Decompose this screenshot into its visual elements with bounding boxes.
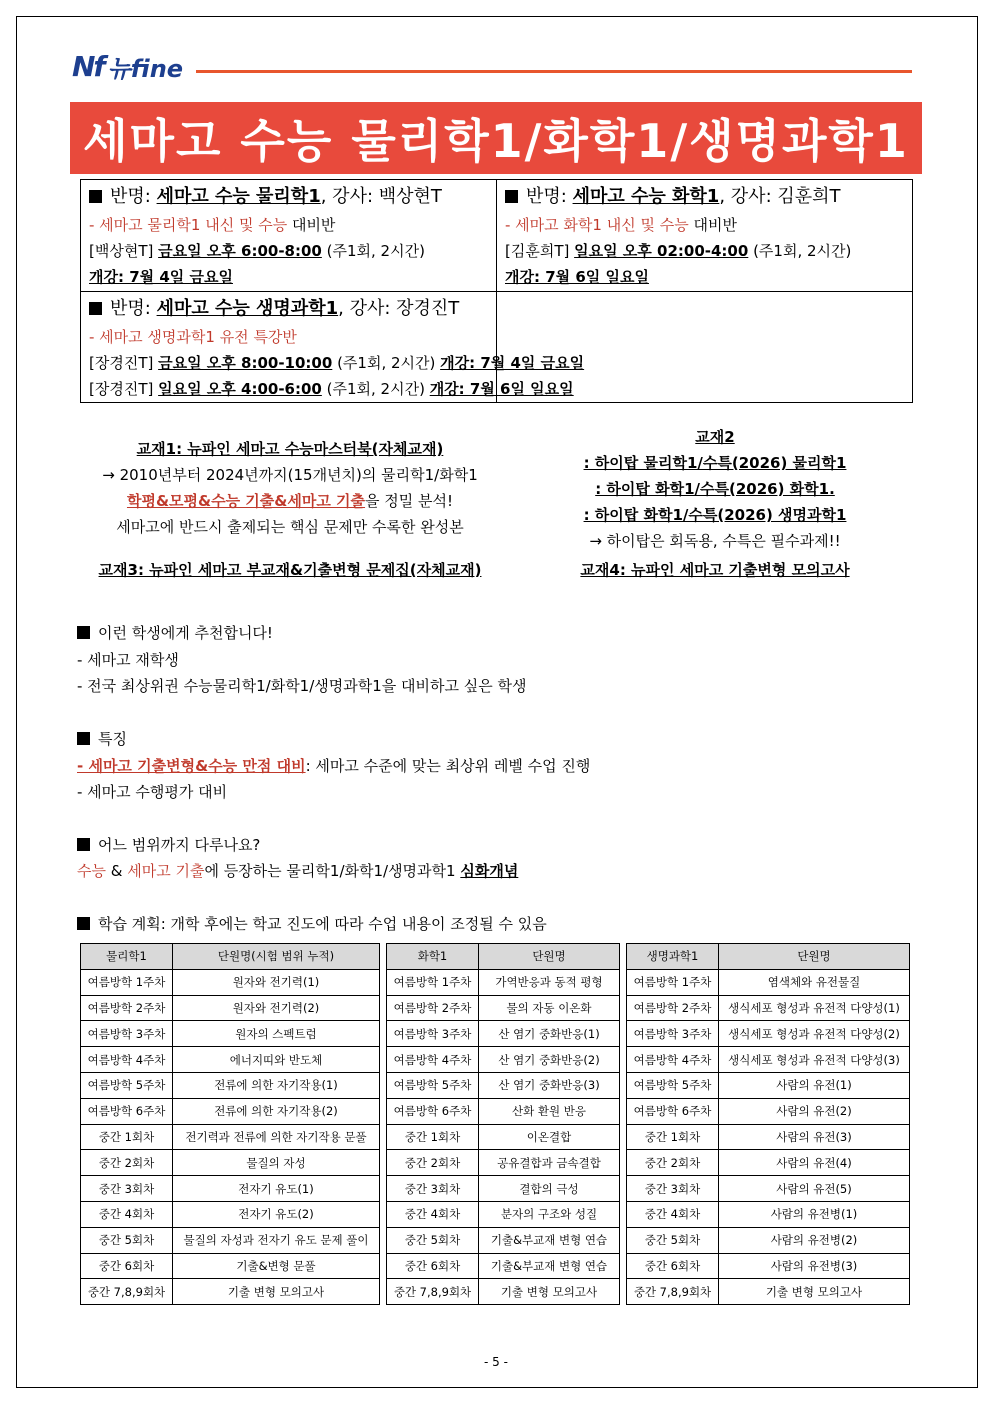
unit-cell: 산화 환원 반응 [479,1098,620,1124]
unit-cell: 생식세포 형성과 유전적 다양성(2) [719,1021,910,1047]
table-row [627,1253,910,1279]
week-cell: 여름방학 4주차 [627,1047,719,1073]
chemistry-class-name: 반명: 세마고 수능 화학1, 강사: 김훈희T [505,182,841,208]
unit-cell: 결합의 극성 [479,1176,620,1202]
week-cell: 여름방학 1주차 [627,969,719,995]
table-row [387,1279,620,1305]
week-cell: 중간 7,8,9회차 [81,1279,173,1305]
table-row [627,1124,910,1150]
textbook-2-line3: : 하이탑 화학1/수특(2026) 생명과학1 [583,506,847,524]
week-cell: 중간 4회차 [81,1201,173,1227]
week-cell: 중간 1회차 [387,1124,479,1150]
unit-cell: 사람의 유전병(1) [719,1201,910,1227]
table-row [81,1021,380,1047]
table-header: 단원명 [479,944,620,970]
table-row [387,1227,620,1253]
week-cell: 중간 5회차 [627,1227,719,1253]
textbook-2-line1: : 하이탑 물리학1/수특(2026) 물리학1 [583,454,847,472]
feature-item-1: - 세마고 기출변형&수능 만점 대비: 세마고 수준에 맞는 최상위 레벨 수업 진행 [77,757,591,775]
unit-cell: 전기력과 전류에 의한 자기작용 문풀 [173,1124,380,1150]
page-number: - 5 - [484,1355,508,1369]
table-row [387,1176,620,1202]
textbook-4-title: 교재4: 뉴파인 세마고 기출변형 모의고사 [580,561,850,579]
table-row [387,969,620,995]
unit-cell: 기출 변형 모의고사 [479,1279,620,1305]
table-row [81,1253,380,1279]
table-row [627,1279,910,1305]
chemistry-class-cell [497,180,912,292]
nufine-logo [72,50,183,82]
chemistry-class-open: 개강: 7월 6일 일요일 [505,268,649,286]
table-row [627,995,910,1021]
class-info-box [80,179,913,403]
unit-cell: 이온결합 [479,1124,620,1150]
week-cell: 중간 2회차 [387,1150,479,1176]
unit-cell: 물질의 자성과 전자기 유도 문제 풀이 [173,1227,380,1253]
chemistry-plan-table [386,943,620,1305]
square-bullet-icon [505,190,518,203]
table-row [81,1227,380,1253]
table-header: 생명과학1 [627,944,719,970]
chemistry-class-desc: - 세마고 화학1 내신 및 수능 대비반 [505,216,737,234]
table-row [81,1047,380,1073]
table-header: 물리학1 [81,944,173,970]
table-header: 단원명 [719,944,910,970]
unit-cell: 생식세포 형성과 유전적 다양성(1) [719,995,910,1021]
unit-cell: 염색체와 유전물질 [719,969,910,995]
biology-class-name: 반명: 세마고 수능 생명과학1, 강사: 장경진T [89,294,459,320]
week-cell: 여름방학 2주차 [627,995,719,1021]
biology-class-schedule-1: [장경진T] 금요일 오후 8:00-10:00 (주1회, 2시간) 개강: 7월 4일 금요일 [89,354,585,372]
table-row [81,1279,380,1305]
unit-cell: 산 염기 중화반응(3) [479,1072,620,1098]
table-row [627,1072,910,1098]
table-row [387,1253,620,1279]
square-bullet-icon [89,302,102,315]
week-cell: 중간 1회차 [81,1124,173,1150]
table-row [387,1150,620,1176]
unit-cell: 사람의 유전(4) [719,1150,910,1176]
biology-class-schedule-2: [장경진T] 일요일 오후 4:00-6:00 (주1회, 2시간) 개강: 7월 6일 일요일 [89,380,574,398]
unit-cell: 분자의 구조와 성질 [479,1201,620,1227]
table-row [81,969,380,995]
logo-text: 뉴fine [107,54,184,83]
biology-class-cell [81,292,585,402]
week-cell: 중간 3회차 [387,1176,479,1202]
week-cell: 여름방학 3주차 [387,1021,479,1047]
table-row [81,1098,380,1124]
unit-cell: 물의 자동 이온화 [479,995,620,1021]
week-cell: 중간 1회차 [627,1124,719,1150]
week-cell: 여름방학 1주차 [81,969,173,995]
week-cell: 중간 3회차 [627,1176,719,1202]
table-header: 화학1 [387,944,479,970]
title-banner [70,102,922,174]
week-cell: 여름방학 6주차 [627,1098,719,1124]
unit-cell: 기출&변형 문풀 [173,1253,380,1279]
table-row [627,1227,910,1253]
unit-cell: 공유결합과 금속결합 [479,1150,620,1176]
unit-cell: 전류에 의한 자기작용(1) [173,1072,380,1098]
table-row [81,1072,380,1098]
table-row [387,995,620,1021]
week-cell: 여름방학 3주차 [627,1021,719,1047]
table-row [627,1021,910,1047]
table-row [387,1021,620,1047]
recommend-item: - 세마고 재학생 [77,651,179,669]
table-row [81,1176,380,1202]
unit-cell: 기출 변형 모의고사 [173,1279,380,1305]
week-cell: 여름방학 1주차 [387,969,479,995]
table-row [627,1098,910,1124]
unit-cell: 기출&부교재 변형 연습 [479,1227,620,1253]
week-cell: 여름방학 5주차 [81,1072,173,1098]
textbook-1-line3: 세마고에 반드시 출제되는 핵심 문제만 수록한 완성본 [116,518,464,536]
week-cell: 여름방학 5주차 [627,1072,719,1098]
chemistry-class-schedule: [김훈희T] 일요일 오후 02:00-4:00 (주1회, 2시간) [505,242,852,260]
recommend-heading: 이런 학생에게 추천합니다! [77,622,273,643]
unit-cell: 전자기 유도(1) [173,1176,380,1202]
square-bullet-icon [89,190,102,203]
table-row [627,1201,910,1227]
week-cell: 중간 6회차 [81,1253,173,1279]
week-cell: 중간 6회차 [627,1253,719,1279]
unit-cell: 사람의 유전(3) [719,1124,910,1150]
week-cell: 중간 6회차 [387,1253,479,1279]
textbook-1-title: 교재1: 뉴파인 세마고 수능마스터북(자체교재) [136,440,444,458]
week-cell: 중간 5회차 [387,1227,479,1253]
week-cell: 중간 2회차 [81,1150,173,1176]
textbook-2-title: 교재2 [695,428,735,446]
table-row [81,1201,380,1227]
week-cell: 여름방학 6주차 [81,1098,173,1124]
table-row [81,995,380,1021]
unit-cell: 에너지띠와 반도체 [173,1047,380,1073]
physics-class-name: 반명: 세마고 수능 물리학1, 강사: 백상현T [89,182,442,208]
week-cell: 중간 5회차 [81,1227,173,1253]
unit-cell: 전류에 의한 자기작용(2) [173,1098,380,1124]
table-row [627,1150,910,1176]
week-cell: 중간 4회차 [627,1201,719,1227]
table-row [81,1150,380,1176]
unit-cell: 사람의 유전(2) [719,1098,910,1124]
physics-class-schedule: [백상현T] 금요일 오후 6:00-8:00 (주1회, 2시간) [89,242,425,260]
unit-cell: 산 염기 중화반응(1) [479,1021,620,1047]
table-row [387,1124,620,1150]
week-cell: 여름방학 5주차 [387,1072,479,1098]
textbook-1-line2: 학평&모평&수능 기출&세마고 기출을 정밀 분석! [126,492,454,510]
physics-class-cell [81,180,497,292]
physics-class-desc: - 세마고 물리학1 내신 및 수능 대비반 [89,216,336,234]
logo-mark: Nf [72,49,104,83]
textbook-1-line1: → 2010년부터 2024년까지(15개년치)의 물리학1/화학1 [102,466,478,484]
week-cell: 여름방학 2주차 [387,995,479,1021]
biology-class-desc: - 세마고 생명과학1 유전 특강반 [89,328,297,346]
textbook-2-line4: → 하이탑은 회독용, 수특은 필수과제!! [589,532,841,550]
unit-cell: 전자기 유도(2) [173,1201,380,1227]
unit-cell: 사람의 유전병(2) [719,1227,910,1253]
week-cell: 중간 7,8,9회차 [387,1279,479,1305]
physics-plan-table [80,943,380,1305]
feature-item-2: - 세마고 수행평가 대비 [77,783,228,801]
week-cell: 중간 4회차 [387,1201,479,1227]
week-cell: 여름방학 2주차 [81,995,173,1021]
table-row [627,969,910,995]
table-row [81,1124,380,1150]
biology-plan-table [626,943,910,1305]
week-cell: 중간 3회차 [81,1176,173,1202]
week-cell: 여름방학 6주차 [387,1098,479,1124]
unit-cell: 기출&부교재 변형 연습 [479,1253,620,1279]
unit-cell: 산 염기 중화반응(2) [479,1047,620,1073]
features-heading: 특징 [77,728,127,749]
table-row [627,1047,910,1073]
table-header: 단원명(시험 범위 누적) [173,944,380,970]
plan-heading: 학습 계획: 개학 후에는 학교 진도에 따라 수업 내용이 조정될 수 있음 [77,913,547,934]
square-bullet-icon [77,917,90,930]
header-divider [196,70,912,73]
textbook-2-line2: : 하이탑 화학1/수특(2026) 화학1. [595,480,835,498]
textbook-3-title: 교재3: 뉴파인 세마고 부교재&기출변형 문제집(자체교재) [98,561,482,579]
table-row [387,1201,620,1227]
week-cell: 여름방학 4주차 [387,1047,479,1073]
square-bullet-icon [77,626,90,639]
week-cell: 중간 7,8,9회차 [627,1279,719,1305]
unit-cell: 가역반응과 동적 평형 [479,969,620,995]
unit-cell: 기출 변형 모의고사 [719,1279,910,1305]
recommend-item: - 전국 최상위권 수능물리학1/화학1/생명과학1을 대비하고 싶은 학생 [77,677,527,695]
unit-cell: 사람의 유전(5) [719,1176,910,1202]
banner-title: 세마고 수능 물리학1/화학1/생명과학1 [83,114,909,168]
unit-cell: 사람의 유전(1) [719,1072,910,1098]
unit-cell: 원자와 전기력(2) [173,995,380,1021]
unit-cell: 생식세포 형성과 유전적 다양성(3) [719,1047,910,1073]
square-bullet-icon [77,838,90,851]
week-cell: 여름방학 3주차 [81,1021,173,1047]
scope-text: 수능 & 세마고 기출에 등장하는 물리학1/화학1/생명과학1 심화개념 [77,862,519,880]
week-cell: 여름방학 4주차 [81,1047,173,1073]
table-row [387,1098,620,1124]
table-row [387,1047,620,1073]
table-row [627,1176,910,1202]
square-bullet-icon [77,732,90,745]
scope-heading: 어느 범위까지 다루나요? [77,834,260,855]
unit-cell: 물질의 자성 [173,1150,380,1176]
week-cell: 중간 2회차 [627,1150,719,1176]
unit-cell: 원자의 스펙트럼 [173,1021,380,1047]
unit-cell: 원자와 전기력(1) [173,969,380,995]
unit-cell: 사람의 유전병(3) [719,1253,910,1279]
table-row [387,1072,620,1098]
physics-class-open: 개강: 7월 4일 금요일 [89,268,233,286]
